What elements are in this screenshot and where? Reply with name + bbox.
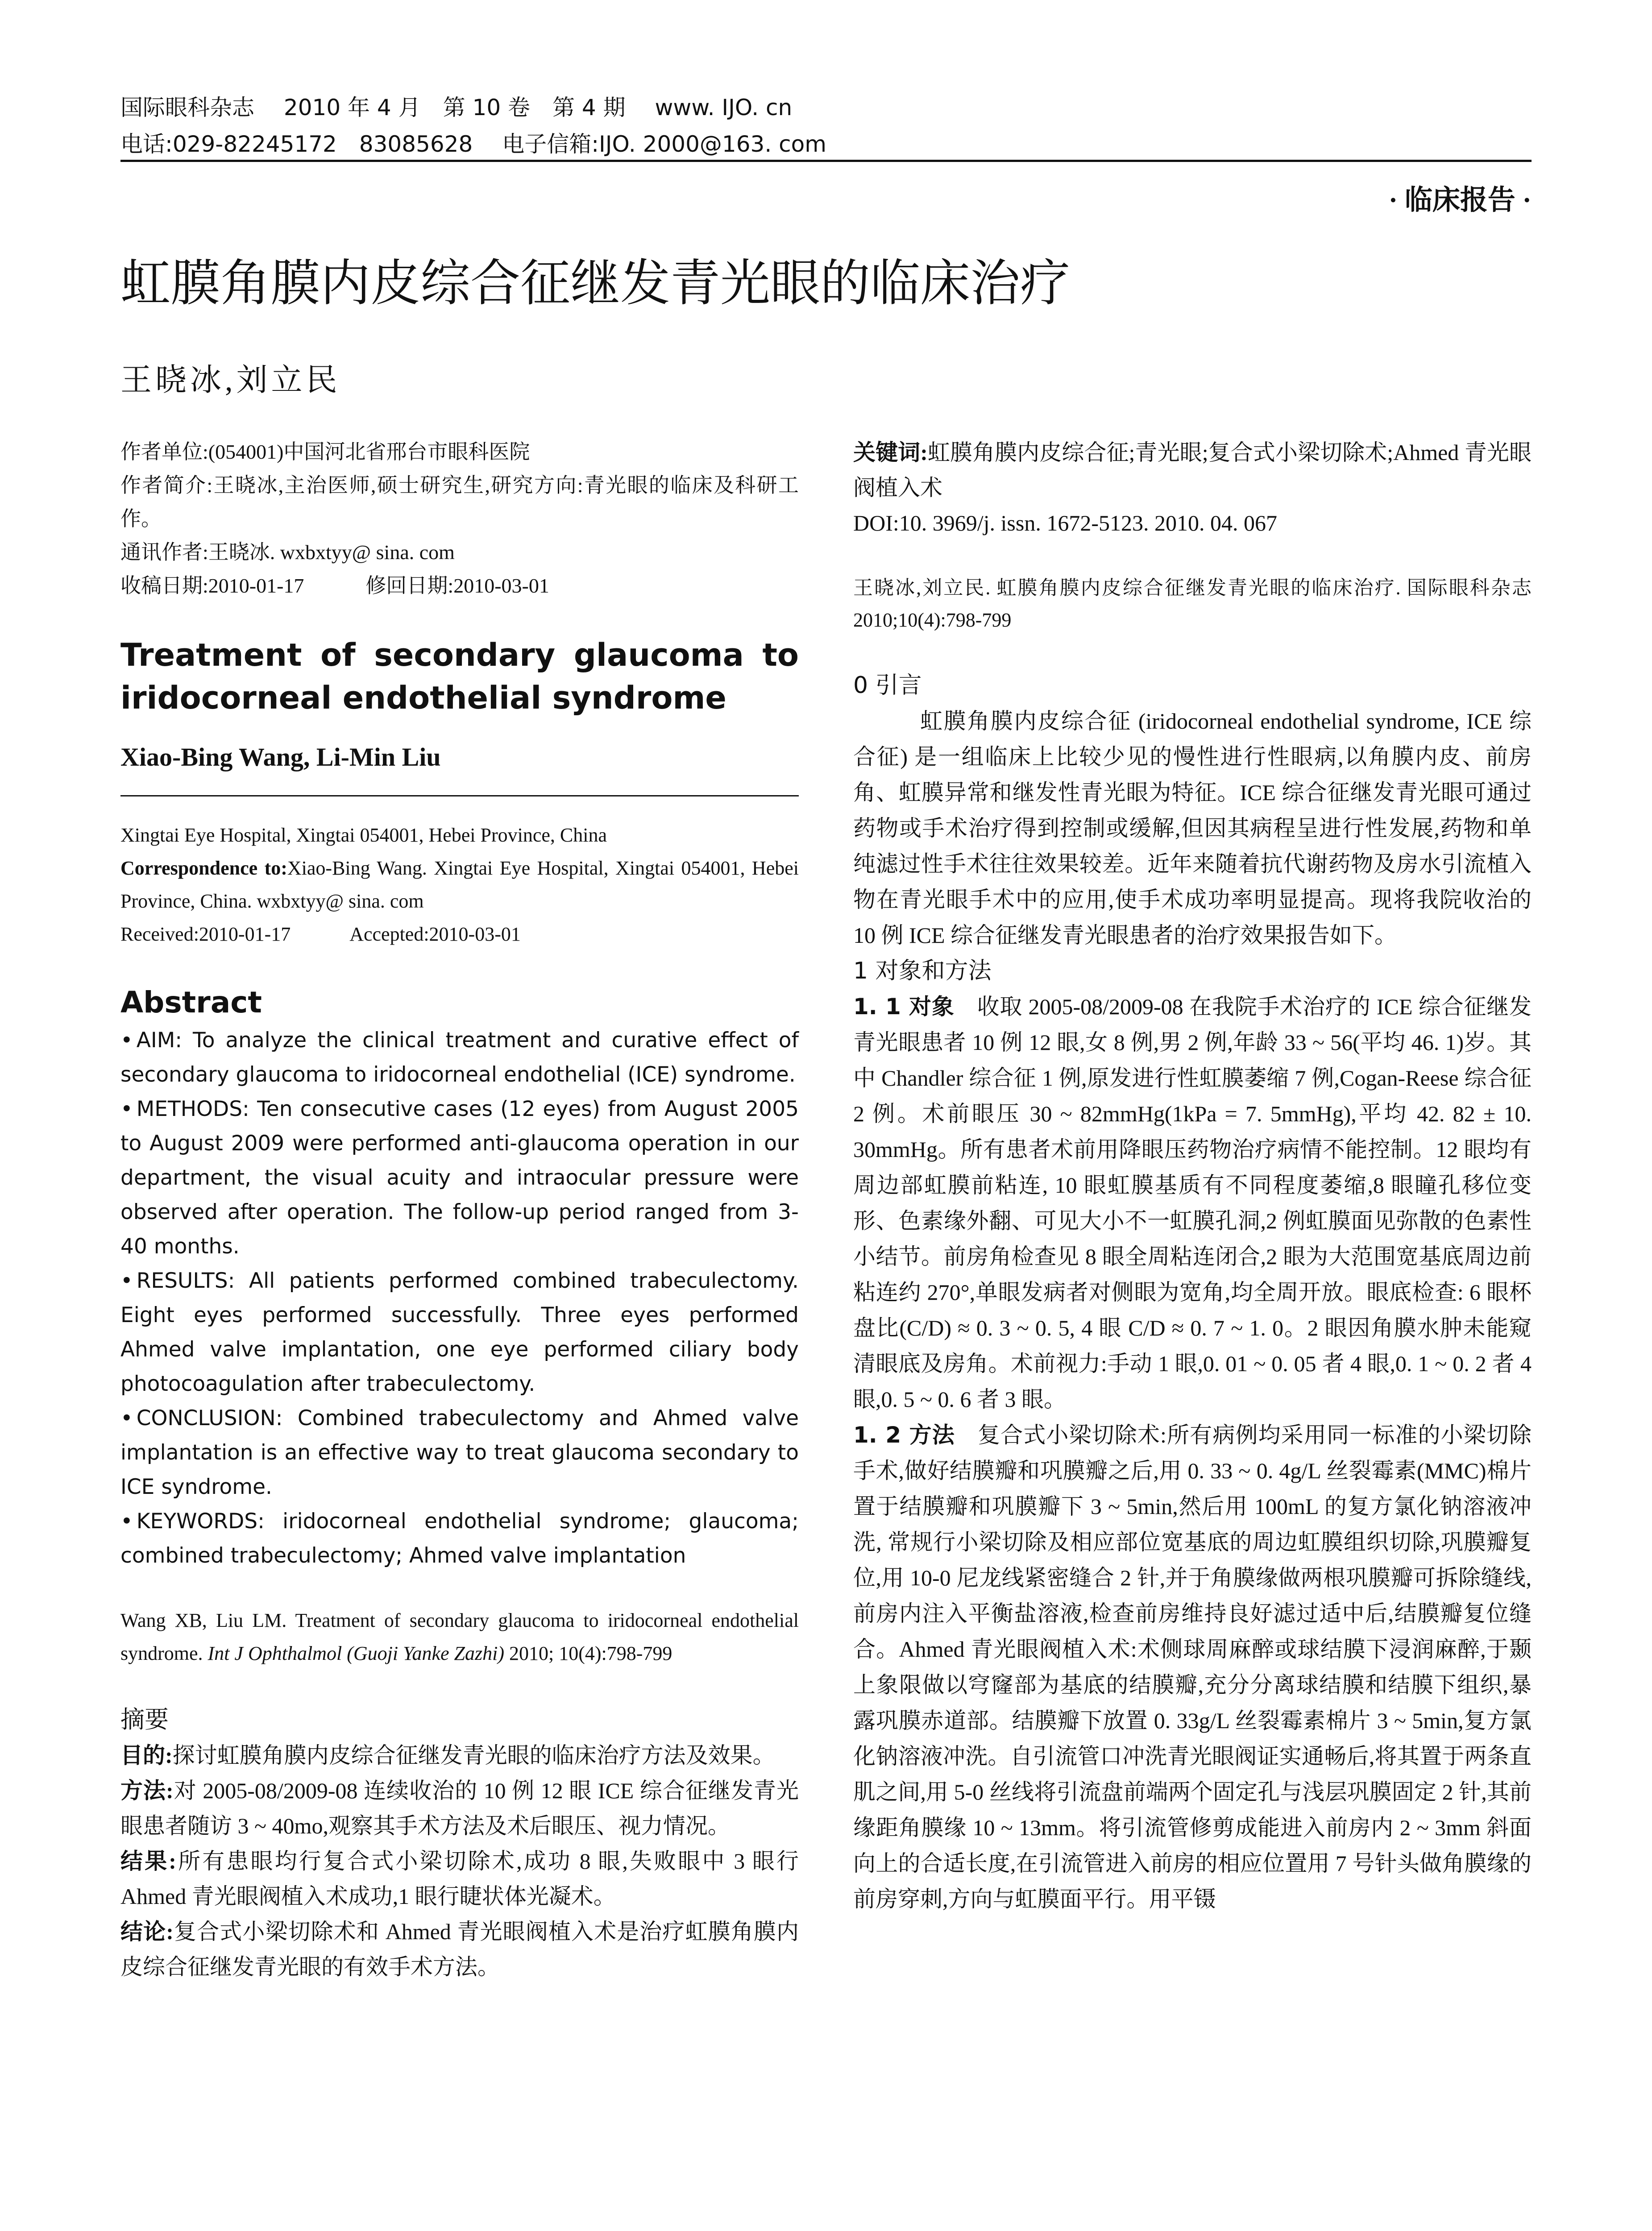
header-contact-info: 电话:029-82245172 83085628 电子信箱:IJO. 2000@163. com — [120, 131, 826, 157]
author-intro: 作者简介:王晓冰,主治医师,硕士研究生,研究方向:青光眼的临床及科研工作。 — [120, 474, 799, 530]
keywords-cn: 关键词:虹膜角膜内皮综合征;青光眼;复合式小梁切除术;Ahmed 青光眼阀植入术 — [853, 440, 1532, 500]
correspondence-text: Xiao-Bing Wang. Xingtai Eye Hospital, Xingtai 054001, Hebei Province, China. wxbxtyy@ sina. com — [120, 857, 799, 912]
abstract-methods: • METHODS: Ten consecutive cases (12 eyes) from August 2005 to August 2009 were performed anti-glaucoma operation in our department, the visual acuity and intraocular pressure were observed after operation. The follow-up period ranged from 3-40 months. — [120, 1097, 799, 1259]
author-rule — [120, 795, 799, 796]
chinese-keywords — [853, 435, 1532, 541]
abstract-keywords: • KEYWORDS: iridocorneal endothelial syndrome; glaucoma; combined trabeculectomy; Ahmed valve implantation — [120, 1509, 799, 1568]
intro-heading: 0 引言 — [853, 672, 922, 699]
chinese-abstract — [120, 1701, 799, 1985]
header-rule — [120, 160, 1532, 162]
section1-heading: 1 对象和方法 — [853, 958, 992, 984]
cn-methods: 方法:对 2005-08/2009-08 连续收治的 10 例 12 眼 ICE 综合征继发青光眼患者随访 3 ~ 40mo,观察其手术方法及术后眼压、视力情况。 — [120, 1778, 799, 1838]
left-column — [120, 435, 799, 1985]
cn-results: 结果:所有患眼均行复合式小梁切除术,成功 8 眼,失败眼中 3 眼行 Ahmed 青光眼阀植入术成功,1 眼行睫状体光凝术。 — [120, 1849, 799, 1909]
english-authors: Xiao-Bing Wang, Li-Min Liu — [120, 742, 441, 771]
abstract-aim: • AIM: To analyze the clinical treatment and curative effect of secondary glaucoma to iridocorneal endothelial (ICE) syndrome. — [120, 1028, 799, 1087]
doi: DOI:10. 3969/j. issn. 1672-5123. 2010. 04. 067 — [853, 510, 1277, 535]
right-column — [853, 435, 1532, 1917]
citation-pre: Wang XB, Liu LM. Treatment of secondary glaucoma to iridocorneal endothelial syndrome. — [120, 1609, 799, 1664]
english-abstract — [120, 982, 799, 1573]
english-affiliation: Xingtai Eye Hospital, Xingtai 054001, Hebei Province, China — [120, 824, 607, 846]
corresponding-author: 通讯作者:王晓冰. wxbxtyy@ sina. com — [120, 541, 455, 564]
abstract-results: • RESULTS: All patients performed combined trabeculectomy. Eight eyes performed successfully. Three eyes performed Ahmed valve implantation, one eye performed ciliary body photocoagulation after trabeculectomy. — [120, 1269, 799, 1396]
header-journal-info: 国际眼科杂志 2010 年 4 月 第 10 卷 第 4 期 www. IJO. cn — [120, 95, 793, 120]
intro-paragraph: 虹膜角膜内皮综合征 (iridocorneal endothelial syndrome, ICE 综合征) 是一组临床上比较少见的慢性进行性眼病,以角膜内皮、前房角、虹膜异常和继发性青光眼为特征。ICE 综合征继发青光眼可通过药物或手术治疗得到控制或缓解,但因其病程呈进行性发展,药物和单纯滤过性手术往往效果较差。近年来随着抗代谢药物及房水引流植入物在青光眼手术中的应用,使手术成功率明显提高。现将我院收治的 10 例 ICE 综合征继发青光眼患者的治疗效果报告如下。 — [853, 709, 1532, 948]
section12-paragraph: 1. 2 方法 复合式小梁切除术:所有病例均采用同一标准的小梁切除手术,做好结膜瓣和巩膜瓣之后,用 0. 33 ~ 0. 4g/L 丝裂霉素(MMC)棉片置于结膜瓣和巩膜瓣下 3 ~ 5min,然后用 100mL 的复方氯化钠溶液冲洗, 常规行小梁切除及相应部位宽基底的周边虹膜组织切除,巩膜瓣复位,用 10-0 尼龙线紧密缝合 2 针,并于角膜缘做两根巩膜瓣可拆除缝线,前房内注入平衡盐溶液,检查前房维持良好滤过适中后,结膜瓣复位缝合。Ahmed 青光眼阀植入术:术侧球周麻醉或球结膜下浸润麻醉,于颞上象限做以穹窿部为基底的结膜瓣,充分分离球结膜和结膜下组织,暴露巩膜赤道部。结膜瓣下放置 0. 33g/L 丝裂霉素棉片 3 ~ 5min,复方氯化钠溶液冲洗。自引流管口冲洗青光眼阀证实通畅后,将其置于两条直肌之间,用 5-0 丝线将引流盘前端两个固定孔与浅层巩膜固定 2 针,其前缘距角膜缘 10 ~ 13mm。将引流管修剪成能进入前房内 2 ~ 3mm 斜面向上的合适长度,在引流管进入前房的相应位置用 7 号针头做角膜缘的前房穿刺,方向与虹膜面平行。用平镊 — [853, 1422, 1532, 1912]
cn-conclusion: 结论:复合式小梁切除术和 Ahmed 青光眼阀植入术是治疗虹膜角膜内皮综合征继发青光眼的有效手术方法。 — [120, 1919, 799, 1979]
english-affiliation-block — [120, 819, 799, 951]
citation-journal: Int J Ophthalmol (Guoji Yanke Zazhi) — [208, 1642, 504, 1664]
english-citation — [120, 1604, 799, 1670]
cn-aim: 目的:探讨虹膜角膜内皮综合征继发青光眼的临床治疗方法及效果。 — [120, 1743, 775, 1768]
section-tag: · 临床报告 · — [1388, 185, 1532, 216]
article-body — [853, 668, 1532, 1917]
received-dates: 收稿日期:2010-01-17 修回日期:2010-03-01 — [120, 574, 549, 597]
english-title: Treatment of secondary glaucoma to iridocorneal endothelial syndrome — [120, 637, 799, 716]
author-unit: 作者单位:(054001)中国河北省邢台市眼科医院 — [120, 440, 530, 463]
abstract-heading: Abstract — [120, 985, 262, 1020]
citation-post: 2010; 10(4):798-799 — [504, 1642, 672, 1664]
english-correspondence — [120, 852, 799, 918]
correspondence-label: Correspondence to: — [120, 857, 287, 879]
running-header — [120, 89, 1532, 162]
author-meta — [120, 435, 799, 602]
section11-paragraph: 1. 1 对象 收取 2005-08/2009-08 在我院手术治疗的 ICE 综合征继发青光眼患者 10 例 12 眼,女 8 例,男 2 例,年龄 33 ~ 56(平均 46. 1)岁。其中 Chandler 综合征 1 例,原发进行性虹膜萎缩 7 例,Cogan-Reese 综合征 2 例。术前眼压 30 ~ 82mmHg(1kPa = 7. 5mmHg),平均 42. 82 ± 10. 30mmHg。所有患者术前用降眼压药物治疗病情不能控制。12 眼均有周边部虹膜前粘连, 10 眼虹膜基质有不同程度萎缩,8 眼瞳孔移位变形、色素缘外翻、可见大小不一虹膜孔洞,2 例虹膜面见弥散的色素性小结节。前房角检查见 8 眼全周粘连闭合,2 眼为大范围宽基底周边前粘连约 270°,单眼发病者对侧眼为宽角,均全周开放。眼底检查: 6 眼杯盘比(C/D) ≈ 0. 3 ~ 0. 5, 4 眼 C/D ≈ 0. 7 ~ 1. 0。2 眼因角膜水肿未能窥清眼底及房角。术前视力:手动 1 眼,0. 01 ~ 0. 05 者 4 眼,0. 1 ~ 0. 2 者 4 眼,0. 5 ~ 0. 6 者 3 眼。 — [853, 994, 1532, 1412]
english-dates: Received:2010-01-17 Accepted:2010-03-01 — [120, 923, 521, 945]
article-title: 虹膜角膜内皮综合征继发青光眼的临床治疗 — [120, 254, 1070, 312]
chinese-citation: 王晓冰,刘立民. 虹膜角膜内皮综合征继发青光眼的临床治疗. 国际眼科杂志 2010;10(4):798-799 — [853, 577, 1532, 631]
abstract-conclusion: • CONCLUSION: Combined trabeculectomy and Ahmed valve implantation is an effective way to treat glaucoma secondary to ICE syndrome. — [120, 1406, 799, 1499]
authors-cn: 王晓冰,刘立民 — [120, 363, 341, 398]
chinese-abstract-heading: 摘要 — [120, 1705, 169, 1733]
